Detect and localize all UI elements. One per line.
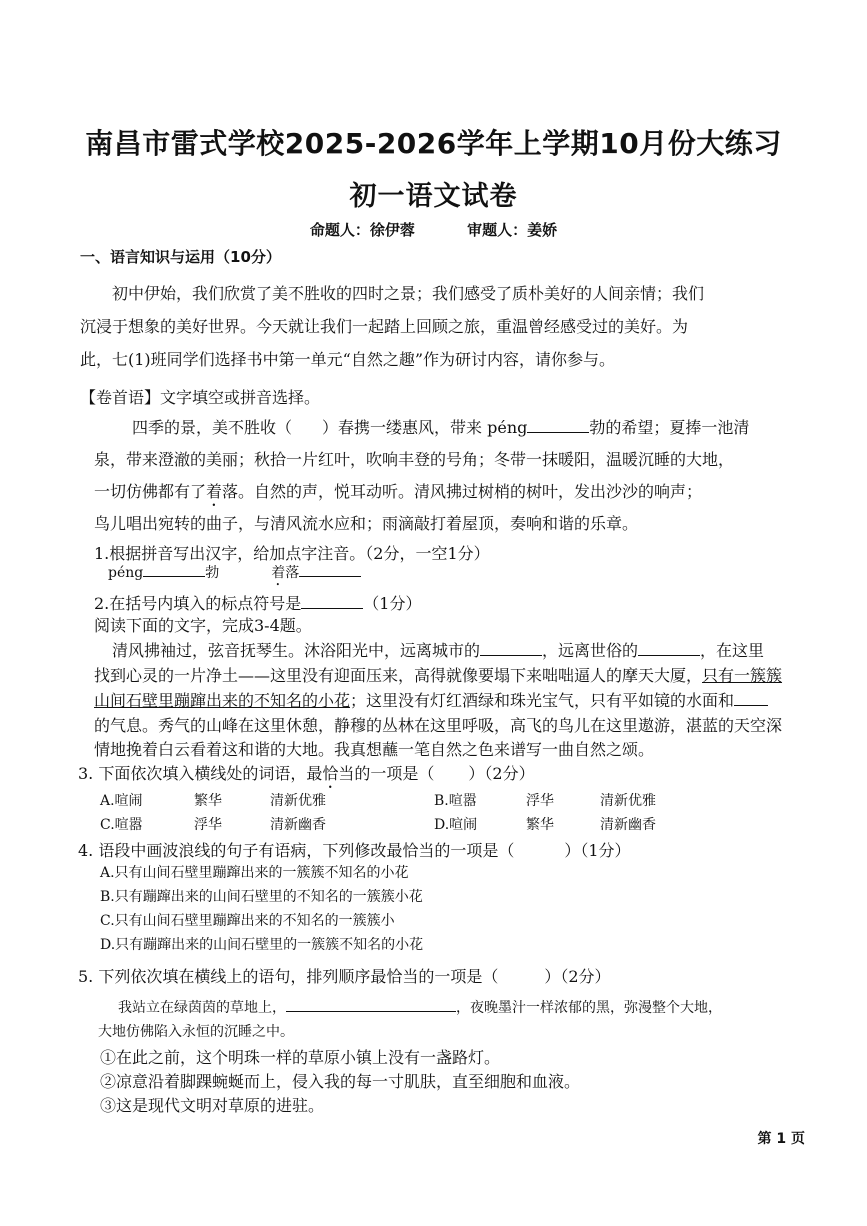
q4-option-b[interactable]: B.只有蹦蹿出来的山间石壁里的不知名的一簇簇小花 [100, 889, 423, 905]
intro-line-1: 初中伊始，我们欣赏了美不胜收的四时之景；我们感受了质朴美好的人间亲情；我们 [112, 284, 705, 303]
passage-blank-2[interactable] [638, 641, 700, 656]
q2-blank[interactable] [301, 594, 363, 609]
passage-blank-1[interactable] [480, 641, 542, 656]
q5-sentence-3: ③这是现代文明对草原的进驻。 [100, 1096, 325, 1115]
q3-stem: 3. 下面依次填入横线处的词语，最恰当的一项是（ ）（2分） [78, 764, 535, 783]
page-number: 第 1 页 [757, 1131, 805, 1147]
reviewer: 审题人：姜娇 [467, 221, 558, 239]
q1-stem: 1.根据拼音写出汉字，给加点字注音。（2分，一空1分） [94, 544, 490, 563]
passage-line-5: 情地挽着白云看着这和谐的大地。我真想蘸一笔自然之色来谱写一曲自然之颂。 [94, 740, 655, 759]
q5-sentence-2: ②凉意沿着脚踝蜿蜒而上，侵入我的每一寸肌肤，直至细胞和血液。 [100, 1072, 581, 1091]
q5-text-2: 大地仿佛陷入永恒的沉睡之中。 [98, 1024, 294, 1040]
q4-option-a[interactable]: A.只有山间石壁里蹦蹿出来的一簇簇不知名的小花 [100, 865, 409, 881]
q1-blank-1[interactable] [143, 562, 205, 577]
exam-subtitle: 初一语文试卷 [349, 181, 518, 212]
reading-intro: 阅读下面的文字，完成3-4题。 [94, 616, 312, 635]
preface-line-3: 一切仿佛都有了着落。自然的声，悦耳动听。清风拂过树梢的树叶，发出沙沙的响声； [94, 482, 703, 501]
dotted-char: 着 [206, 482, 223, 501]
wavy-sentence-end: 山间石壁里蹦蹿出来的不知名的小花 [94, 691, 351, 710]
q1-blank-2[interactable] [299, 562, 361, 577]
q2-line: 2.在括号内填入的标点符号是 （1分） [94, 594, 422, 613]
q4-stem: 4. 语段中画波浪线的句子有语病，下列修改最恰当的一项是（ ）（1分） [78, 841, 631, 860]
q5-blank[interactable] [286, 997, 456, 1012]
preface-line-2: 泉，带来澄澈的美丽；秋拾一片红叶，吹响丰登的号角；冬带一抹暖阳，温暖沉睡的大地， [94, 450, 735, 469]
setter: 命题人：徐伊蓉 [309, 221, 415, 239]
section-heading: 一、语言知识与运用（10分） [80, 248, 281, 266]
q3-option-b[interactable]: B.喧嚣 浮华 清新优雅 [434, 793, 656, 809]
passage-line-2: 找到心灵的一片净土——这里没有迎面压来，高得就像要塌下来咄咄逼人的摩天大厦，只有一簇簇 [94, 666, 783, 685]
preface-line-4: 鸟儿唱出宛转的曲子，与清风流水应和；雨滴敲打着屋顶，奏响和谐的乐章。 [94, 514, 639, 533]
q4-option-d[interactable]: D.只有蹦蹿出来的山间石壁里的一簇簇不知名的小花 [100, 937, 424, 953]
q5-stem: 5. 下列依次填在横线上的语句，排列顺序最恰当的一项是（ ）（2分） [78, 967, 611, 986]
q4-option-c[interactable]: C.只有山间石壁里蹦蹿出来的不知名的一簇簇小 [100, 913, 395, 929]
q3-option-d[interactable]: D.喧闹 繁华 清新幽香 [434, 817, 656, 833]
q5-text-1: 我站立在绿茵茵的草地上， ，夜晚墨汁一样浓郁的黑，弥漫整个大地， [118, 997, 722, 1017]
passage-line-3: 山间石壁里蹦蹿出来的不知名的小花；这里没有灯红酒绿和珠光宝气，只有平如镜的水面和 [94, 688, 768, 711]
passage-line-1: 清风拂袖过，弦音抚琴生。沐浴阳光中，远离城市的 ，远离世俗的 ，在这里 [112, 641, 765, 660]
intro-line-2: 沉浸于想象的美好世界。今天就让我们一起踏上回顾之旅，重温曾经感受过的美好。为 [80, 317, 689, 336]
preface-line-1: 四季的景，美不胜收（ ）春携一缕惠风，带来 péng 勃的希望；夏捧一池清 [132, 418, 750, 437]
q3-option-a[interactable]: A.喧闹 繁华 清新优雅 [100, 793, 326, 809]
authors-line [0, 219, 867, 240]
passage-line-4: 的气息。秀气的山峰在这里休憩，静穆的丛林在这里呼吸，高飞的鸟儿在这里遨游，湛蓝的天空深 [94, 716, 783, 735]
preface-title: 【卷首语】文字填空或拼音选择。 [80, 388, 321, 407]
q3-option-c[interactable]: C.喧嚣 浮华 清新幽香 [100, 817, 326, 833]
q5-sentence-1: ①在此之前，这个明珠一样的草原小镇上没有一盏路灯。 [100, 1048, 501, 1067]
wavy-sentence-start: 只有一簇簇 [702, 666, 783, 685]
q1-answers: péng 勃 着落 [108, 562, 361, 589]
pinyin-blank[interactable] [527, 418, 589, 433]
exam-title: 南昌市雷式学校2025-2026学年上学期10月份大练习 [85, 127, 782, 160]
passage-blank-3[interactable] [734, 691, 768, 706]
intro-line-3: 此，七(1)班同学们选择书中第一单元“自然之趣”作为研讨内容，请你参与。 [80, 350, 616, 369]
